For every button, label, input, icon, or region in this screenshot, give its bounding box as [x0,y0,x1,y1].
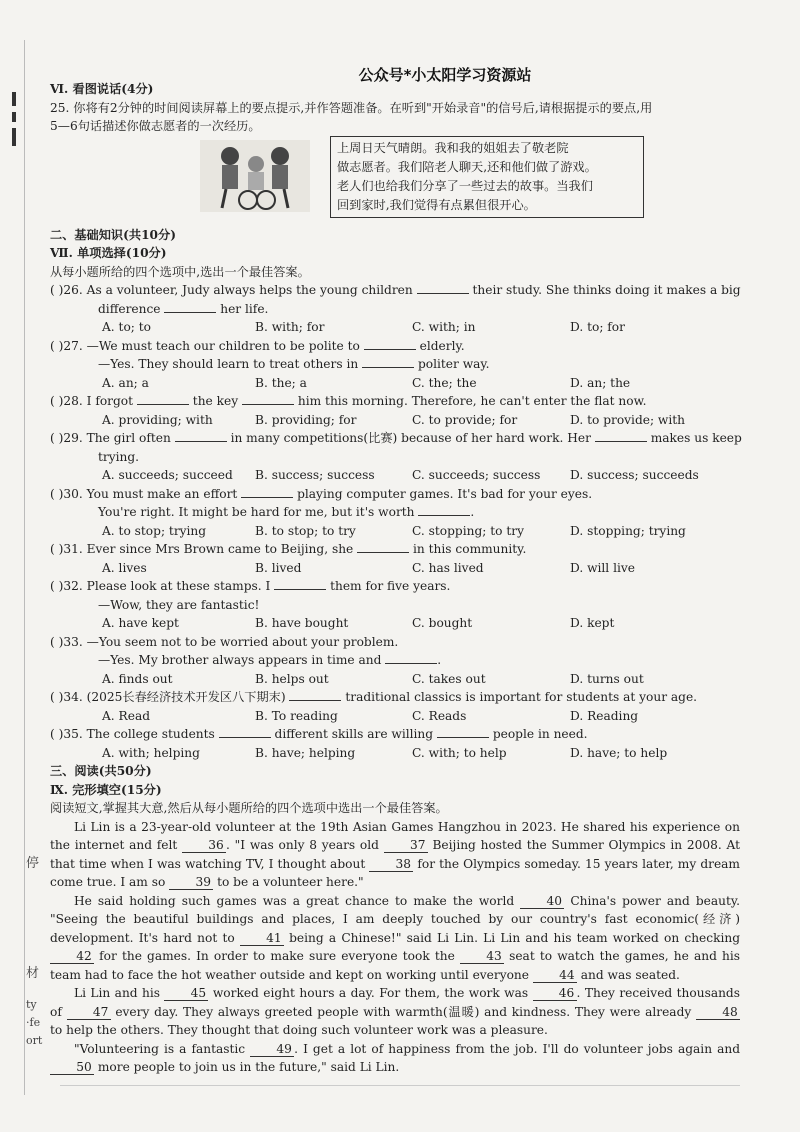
exam-content [50,80,740,1077]
option-b: B. to stop; to try [255,523,356,538]
section-title: Ⅶ. 单项选择(10分) [50,246,167,260]
q-text: ( )32. Please look at these stamps. I [50,579,271,593]
option-d: D. success; succeeds [570,468,699,482]
question-30-cont: You're right. It might be hard for me, but it's worth . [98,505,475,519]
p-text: . "I was only 8 years old [226,838,379,852]
p-text: . I get a lot of happiness from the job. I'll do volunteer jobs again and [294,1041,741,1056]
p-text: worked eight hours a day. For them, the work was [212,986,529,1000]
margin-mark [12,128,16,146]
prompt-line: 老人们也给我们分享了一些过去的故事。当我们 [337,178,593,193]
q-text: ( )35. The college students [50,727,215,741]
option-b: B. providing; for [255,412,357,427]
margin-mark [12,92,16,106]
cloze-blank-40: 40 [520,894,564,909]
section-title: Ⅵ. 看图说话(4分) [50,82,154,96]
margin-char: 停 [26,856,40,871]
q-text: traditional classics is important for students at your age. [345,690,698,704]
question-26-cont [50,300,740,319]
question-27 [50,337,740,356]
cloze-blank-42: 42 [50,949,94,964]
cloze-blank-44: 44 [533,968,577,983]
question-33: ( )33. —You seem not to be worried about your problem. [50,634,399,649]
option-c: C. has lived [412,560,484,575]
question-33-cont: —Yes. My brother always appears in time and . [98,653,442,667]
options-26 [50,318,740,337]
answer-blank [437,725,489,738]
q-text: playing computer games. It's bad for your eyes. [297,486,593,501]
cloze-blank-43: 43 [460,949,504,964]
option-c: C. Reads [412,708,467,723]
options-30 [50,522,740,541]
answer-blank [137,392,189,405]
q-text: elderly. [419,338,465,353]
question-29-cont: trying. [98,449,140,464]
picture-area [50,136,740,226]
q-text: ( )28. I forgot [50,394,134,408]
option-c: C. bought [412,616,473,630]
cloze-blank-41: 41 [240,931,284,946]
q-text: people in need. [492,727,588,741]
cloze-blank-38: 38 [369,857,413,872]
question-27-cont [50,355,740,374]
answer-blank [595,429,647,442]
option-d: D. to; for [570,320,625,334]
q-text: —Yes. My brother always appears in time and [98,653,382,667]
option-a: A. providing; with [102,412,213,427]
p-text: to help the others. They thought that doing such volunteer work was a pleasure. [50,1023,548,1037]
watermark-title: 公众号*小太阳学习资源站 [358,66,532,84]
answer-blank [385,651,437,664]
q-text: —Yes. They should learn to treat others in [98,357,359,371]
margin-text: ort [26,1034,43,1047]
question-32-cont: —Wow, they are fantastic! [98,597,260,612]
cloze-blank-48: 48 [696,1005,740,1020]
options-28 [50,411,740,430]
option-c: C. with; to help [412,745,507,760]
q-text: her life. [220,301,269,316]
p-text: every day. They always greeted people with warmth(温暖) and kindness. They were already [115,1004,692,1019]
options-34 [50,707,740,726]
question-30 [50,485,740,504]
q-text: You're right. It might be hard for me, but it's worth [98,505,415,519]
answer-blank [418,503,470,516]
options-27 [50,374,740,393]
option-b: B. the; a [255,375,307,390]
q-text: in many competitions(比赛) because of her hard work. Her [230,431,591,445]
q-text: ( )29. The girl often [50,431,171,445]
option-a: A. have kept [102,616,179,630]
prompt-box [330,136,644,218]
q-text: them for five years. [330,579,451,593]
question-26 [50,281,740,300]
option-c: C. the; the [412,375,477,390]
p-text: for the Olympics someday. 15 years later, my dream come true. I am so [50,856,740,889]
p-text: being a Chinese!" said Li Lin. Li Lin and his team worked on checking [289,930,741,945]
p-text: for the games. In order to make sure everyone took the [99,949,455,963]
part-title: 二、基础知识(共10分) [50,227,176,242]
options-35 [50,744,740,763]
cloze-blank-50: 50 [50,1060,94,1075]
q-text: ( )34. (2025长春经济技术开发区八下期末) [50,690,286,704]
option-a: A. an; a [102,375,149,390]
instruction: 阅读短文,掌握其大意,然后从每小题所给的四个选项中选出一个最佳答案。 [50,801,448,815]
option-b: B. lived [255,560,302,575]
option-b: B. have; helping [255,745,356,760]
margin-char: 材 [26,966,40,981]
cloze-blank-45: 45 [164,986,208,1001]
margin-text: ty [26,998,37,1011]
option-c: C. succeeds; success [412,468,541,482]
options-32 [50,614,740,633]
option-b: B. helps out [255,671,329,686]
q-text: him this morning. Therefore, he can't enter the flat now. [297,394,647,408]
prompt-line: 做志愿者。我们陪老人聊天,还和他们做了游戏。 [337,159,597,174]
option-a: A. finds out [102,671,173,686]
option-a: A. Read [102,708,151,723]
question-25-cont: 5—6句话描述你做志愿者的一次经历。 [50,119,261,133]
margin-text: ·fe [26,1016,41,1029]
question-25: 25. 你将有2分钟的时间阅读屏幕上的要点提示,并作答题准备。在听到"开始录音"的信号后,请根据提示的要点,用 [50,100,653,115]
p-text: to be a volunteer here." [217,875,364,889]
cloze-blank-49: 49 [250,1042,294,1057]
answer-blank [364,337,416,350]
option-d: D. Reading [570,708,639,723]
answer-blank [219,725,271,738]
answer-blank [362,355,414,368]
p-text: Li Lin and his [74,986,161,1000]
q-text: ( )27. —We must teach our children to be polite to [50,338,360,353]
question-28 [50,392,740,411]
p-text: . They received thousands of [50,986,740,1019]
options-31 [50,559,740,578]
option-c: C. takes out [412,671,486,686]
section-title: Ⅸ. 完形填空(15分) [50,782,162,797]
prompt-line: 回到家时,我们觉得有点累但很开心。 [337,197,536,212]
answer-blank [175,429,227,442]
option-a: A. succeeds; succeed [102,468,233,482]
option-c: C. stopping; to try [412,523,524,538]
option-a: A. with; helping [102,745,200,760]
passage-paragraph-2 [50,892,740,985]
option-b: B. with; for [255,320,325,334]
passage-paragraph-3 [50,984,740,1040]
option-c: C. with; in [412,320,476,334]
part-title: 三、阅读(共50分) [50,764,152,778]
options-29 [50,466,740,485]
question-34 [50,688,740,707]
volunteer-illustration [200,140,310,212]
option-d: D. have; to help [570,745,668,760]
answer-blank [242,392,294,405]
q-text: politer way. [417,357,490,371]
option-d: D. an; the [570,375,631,390]
q-text: the key [192,394,239,408]
q-text: ( )26. As a volunteer, Judy always helps the young children [50,283,413,297]
question-32 [50,577,740,596]
q-text: difference [98,301,161,316]
option-d: D. will live [570,560,635,575]
passage-paragraph-4 [50,1040,740,1077]
p-text: China's power and beauty. "Seeing the beautiful buildings and places, I am deeply touched by our country's fast economic(经济) development. It's hard not to [50,893,741,945]
option-b: B. have bought [255,616,349,630]
option-b: B. To reading [255,708,338,723]
cloze-blank-36: 36 [182,838,226,853]
p-text: seat to watch the games, he and his team had to face the hot weather outside and kept on working until everyone [50,949,741,982]
option-c: C. to provide; for [412,412,518,427]
option-d: D. stopping; trying [570,523,686,538]
margin-mark [12,112,16,122]
answer-blank [417,281,469,294]
p-text: and was seated. [580,967,680,982]
prompt-line: 上周日天气晴朗。我和我的姐姐去了敬老院 [337,140,569,155]
q-text: their study. She thinks doing it makes a big [472,283,741,297]
instruction: 从每小题所给的四个选项中,选出一个最佳答案。 [50,264,310,279]
q-text: ( )31. Ever since Mrs Brown came to Beijing, she [50,542,354,556]
p-text: Li Lin is a 23-year-old volunteer at the 19th Asian Games Hangzhou in 2023. He shared his experience on the internet and felt [50,819,740,852]
answer-blank [274,577,326,590]
option-d: D. turns out [570,671,644,686]
option-d: D. to provide; with [570,412,686,427]
question-31 [50,540,740,559]
p-text: Beijing hosted the Summer Olympics in 2008. At that time when I was watching TV, I thought about [50,838,740,871]
cloze-blank-46: 46 [533,986,577,1001]
answer-blank [164,300,216,313]
option-a: A. to stop; trying [102,523,207,538]
p-text: He said holding such games was a great chance to make the world [74,893,515,908]
q-text: ( )30. You must make an effort [50,486,238,501]
question-29 [50,429,740,448]
cloze-blank-47: 47 [67,1005,111,1020]
answer-blank [357,540,409,553]
option-a: A. to; to [102,320,151,334]
answer-blank [289,688,341,701]
option-d: D. kept [570,616,615,630]
page-bottom-rule [60,1085,740,1086]
option-a: A. lives [102,560,147,575]
q-text: different skills are willing [274,727,434,741]
p-text: more people to join us in the future," said Li Lin. [97,1060,400,1074]
answer-blank [241,485,293,498]
option-b: B. success; success [255,468,375,482]
options-33 [50,670,740,689]
cloze-blank-39: 39 [169,875,213,890]
question-35 [50,725,740,744]
p-text: "Volunteering is a fantastic [74,1041,246,1056]
cloze-blank-37: 37 [384,838,428,853]
q-text: in this community. [413,542,527,556]
q-text: makes us keep [650,431,742,445]
passage-paragraph-1 [50,818,740,892]
